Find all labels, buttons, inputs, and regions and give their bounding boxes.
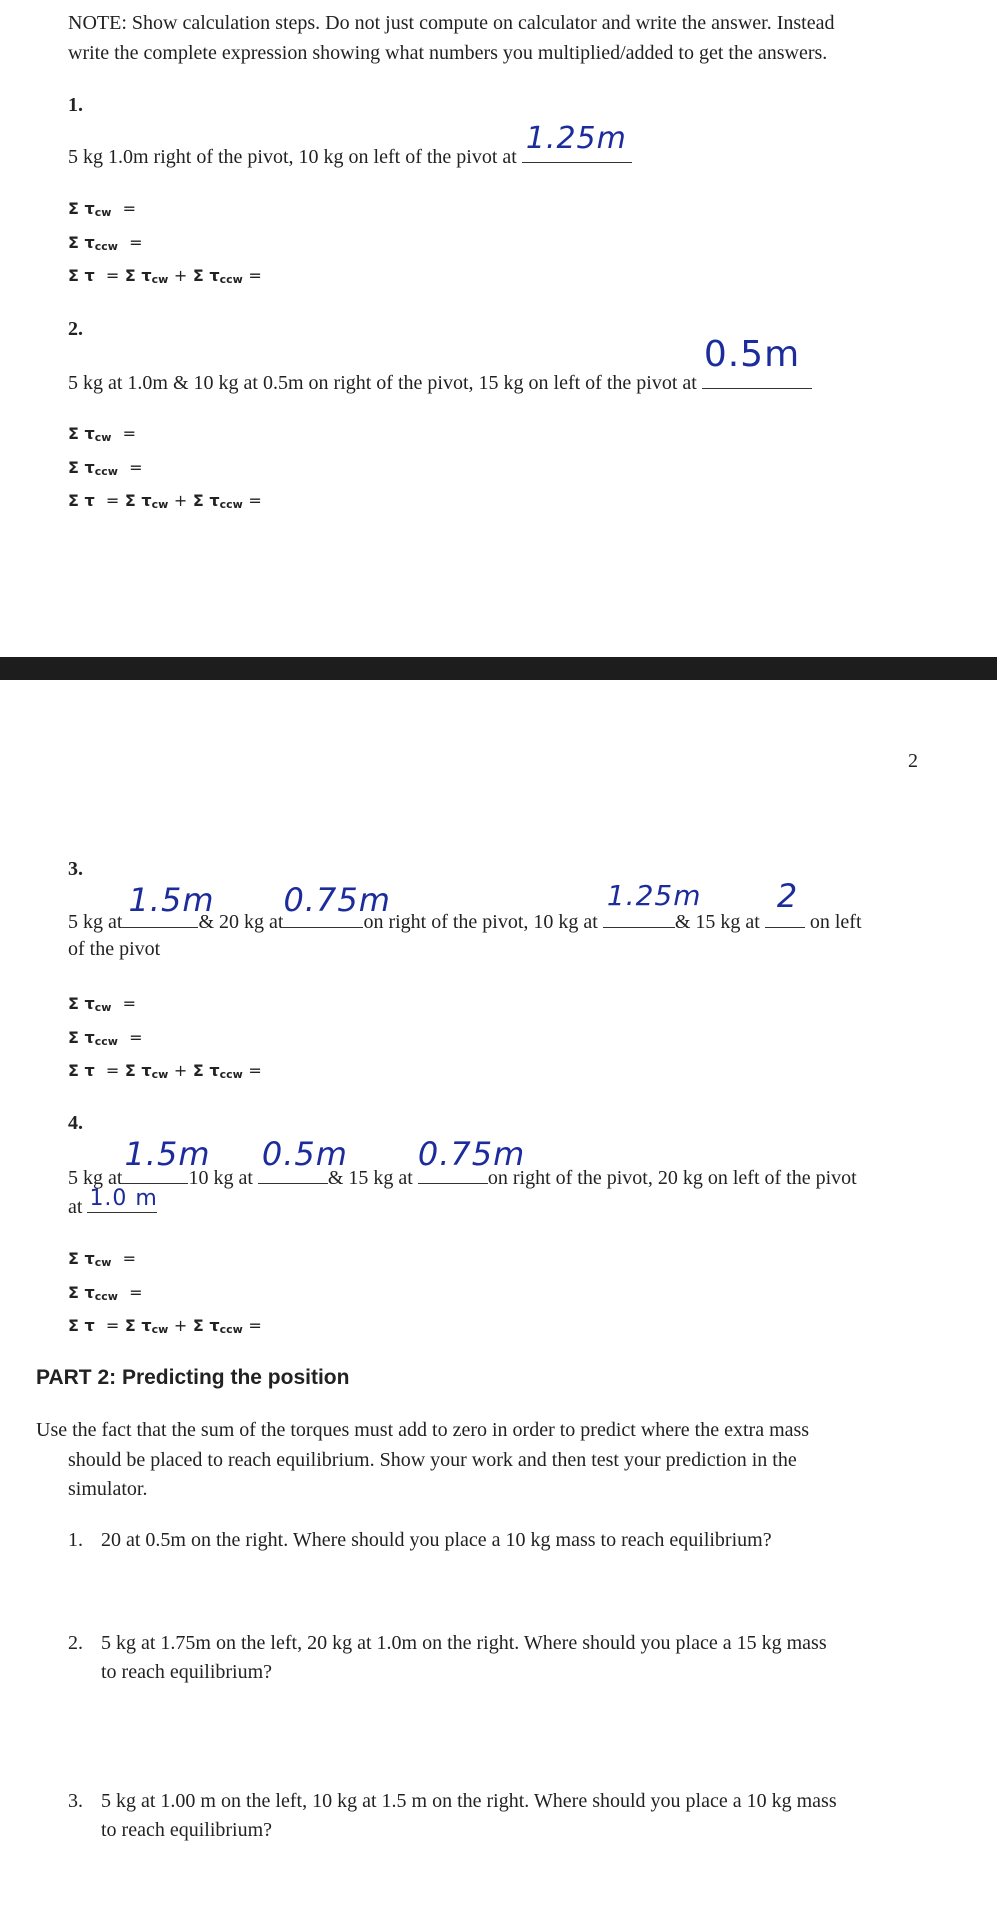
- problem-3-blank-1: [122, 881, 215, 928]
- problem-4-seg3: & 15 kg at: [327, 1167, 413, 1189]
- problem-4-sum-cw: Σ $\tau_{cw}$ =: [68, 1249, 136, 1269]
- page-divider: [0, 657, 997, 680]
- problem-4-answer-4: 1.0 m: [89, 1186, 158, 1211]
- problem-4-answer-1: 1.5m: [124, 1135, 211, 1173]
- problem-3-seg3: on right of the pivot, 10 kg at: [363, 911, 598, 933]
- part2-item-1-line-1: 20 at 0.5m on the right. Where should you place a 10 kg mass to reach equilibrium?: [101, 1529, 772, 1551]
- problem-3-seg4: & 15 kg at: [674, 911, 760, 933]
- page-number: 2: [908, 750, 918, 772]
- problem-4-blank-1: [122, 1135, 211, 1184]
- problem-3-answer-1: 1.5m: [128, 881, 215, 919]
- problem-2-number: 2.: [68, 318, 83, 340]
- part2-intro-line-1: Use the fact that the sum of the torques must add to zero in order to predict where the extra mass: [36, 1419, 810, 1441]
- problem-4-line-2: [68, 1186, 158, 1222]
- problem-3-text: [68, 877, 862, 937]
- problem-3-sum-total: Σ τ = Σ $\tau_{cw} + \Sigma$ $\tau_{ccw}$ =: [68, 1061, 262, 1081]
- problem-1-sum-total: Σ τ = Σ $\tau_{cw} + \Sigma$ $\tau_{ccw}$ =: [68, 266, 262, 286]
- problem-3-line-2: of the pivot: [68, 938, 161, 960]
- part2-item-3-line-2: to reach equilibrium?: [101, 1819, 273, 1841]
- problem-4-sum-total: Σ τ = Σ $\tau_{cw} + \Sigma$ $\tau_{ccw}$ =: [68, 1316, 262, 1336]
- problem-1-answer: 1.25m: [525, 121, 627, 156]
- problem-3-seg1: 5 kg at: [68, 911, 123, 933]
- problem-3-blank-4: [765, 877, 805, 928]
- problem-2-sum-ccw: Σ $\tau_{ccw}$ =: [68, 458, 143, 478]
- part2-item-2-line-1: 5 kg at 1.75m on the left, 20 kg at 1.0m on the right. Where should you place a 15 kg mass: [101, 1632, 827, 1654]
- problem-1-sum-cw: Σ $\tau_{cw}$ =: [68, 199, 136, 219]
- problem-1-number: 1.: [68, 94, 83, 116]
- problem-4-seg4: on right of the pivot, 20 kg on left of the pivot: [487, 1167, 857, 1189]
- note-line-1: NOTE: Show calculation steps. Do not just compute on calculator and write the answer. Instead: [68, 12, 835, 34]
- problem-3-answer-4: 2: [776, 877, 799, 915]
- problem-4-answer-2: 0.5m: [261, 1135, 348, 1173]
- problem-2-answer: 0.5m: [703, 334, 801, 375]
- problem-4-blank-4: [87, 1186, 158, 1213]
- problem-1-text: [68, 121, 632, 172]
- problem-1-statement: 5 kg 1.0m right of the pivot, 10 kg on left of the pivot at: [68, 146, 517, 168]
- problem-2-statement: 5 kg at 1.0m & 10 kg at 0.5m on right of the pivot, 15 kg on left of the pivot at: [68, 372, 697, 394]
- part2-item-1-number: 1.: [68, 1529, 83, 1551]
- part2-heading: PART 2: Predicting the position: [36, 1366, 350, 1389]
- problem-1-sum-ccw: Σ $\tau_{ccw}$ =: [68, 233, 143, 253]
- problem-4-line-2-text: at: [68, 1196, 83, 1218]
- problem-4-text: [68, 1135, 857, 1193]
- problem-3-seg5: on left: [809, 911, 862, 933]
- problem-4-sum-ccw: Σ $\tau_{ccw}$ =: [68, 1283, 143, 1303]
- problem-4-blank-2: [258, 1135, 348, 1184]
- problem-3-number: 3.: [68, 858, 83, 880]
- part2-item-3-line-1: 5 kg at 1.00 m on the left, 10 kg at 1.5 m on the right. Where should you place a 10 kg mass: [101, 1790, 837, 1812]
- problem-3-answer-2: 0.75m: [283, 881, 391, 919]
- problem-3-sum-cw: Σ $\tau_{cw}$ =: [68, 994, 136, 1014]
- problem-1-answer-blank: [522, 121, 632, 163]
- problem-2-answer-blank: [702, 334, 812, 389]
- problem-2-sum-cw: Σ $\tau_{cw}$ =: [68, 424, 136, 444]
- problem-2-sum-total: Σ τ = Σ $\tau_{cw} + \Sigma$ $\tau_{ccw}$ =: [68, 491, 262, 511]
- note-line-2: write the complete expression showing what numbers you multiplied/added to get the answers.: [68, 42, 828, 64]
- problem-3-blank-3: [603, 879, 702, 928]
- problem-3-answer-3: 1.25m: [606, 879, 702, 912]
- part2-intro-line-3: simulator.: [68, 1478, 148, 1500]
- part2-item-2-number: 2.: [68, 1632, 83, 1654]
- problem-3-blank-2: [283, 881, 391, 928]
- problem-4-number: 4.: [68, 1112, 83, 1134]
- part2-item-3-number: 3.: [68, 1790, 83, 1812]
- part2-intro-line-2: should be placed to reach equilibrium. Show your work and then test your prediction in the: [68, 1449, 797, 1471]
- problem-3-seg2: & 20 kg at: [198, 911, 284, 933]
- problem-4-answer-3: 0.75m: [417, 1135, 526, 1173]
- problem-4-seg2: 10 kg at: [188, 1167, 253, 1189]
- problem-3-sum-ccw: Σ $\tau_{ccw}$ =: [68, 1028, 143, 1048]
- problem-4-blank-3: [417, 1135, 526, 1184]
- part2-item-2-line-2: to reach equilibrium?: [101, 1661, 273, 1683]
- problem-4-seg1: 5 kg at: [68, 1167, 123, 1189]
- problem-2-text: [68, 334, 812, 398]
